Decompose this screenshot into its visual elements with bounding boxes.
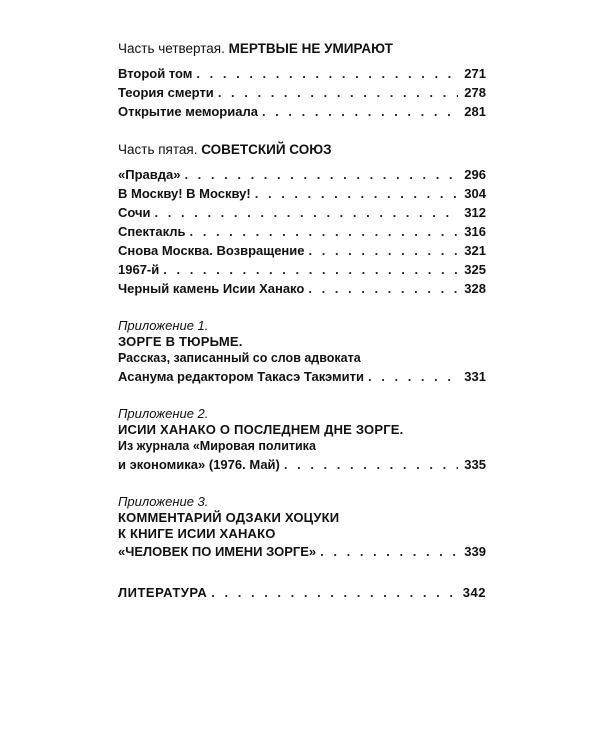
appendix-3: [118, 494, 486, 561]
appendix-label: Приложение 3.: [118, 494, 209, 509]
appendix-desc: Из журнала «Мировая политика: [118, 439, 316, 453]
toc-entry[interactable]: [118, 203, 486, 222]
entry-page: 312: [464, 205, 486, 220]
entry-title: Черный камень Исии Ханако: [118, 281, 305, 296]
dot-leader: [211, 583, 457, 602]
appendix-label: Приложение 2.: [118, 406, 209, 421]
part-heading: [118, 40, 486, 58]
entry-page: 328: [464, 281, 486, 296]
dot-leader: [190, 222, 459, 241]
entry-page: 316: [464, 224, 486, 239]
entry-title: Открытие мемориала: [118, 104, 258, 119]
entry-title: Теория смерти: [118, 85, 214, 100]
toc-entry[interactable]: [118, 184, 486, 203]
entry-page: 304: [464, 186, 486, 201]
entry-title: ЛИТЕРАТУРА: [118, 585, 208, 600]
toc-entry[interactable]: [118, 222, 486, 241]
part-title: СОВЕТСКИЙ СОЮЗ: [201, 142, 332, 157]
part-title: МЕРТВЫЕ НЕ УМИРАЮТ: [228, 41, 393, 56]
toc-entry[interactable]: [118, 165, 486, 184]
section-part-five: [118, 141, 486, 298]
dot-leader: [163, 260, 458, 279]
entry-page: 281: [464, 104, 486, 119]
toc-entry[interactable]: [118, 102, 486, 121]
entry-page: 339: [464, 544, 486, 559]
appendix-label: Приложение 1.: [118, 318, 209, 333]
toc-entry[interactable]: [118, 260, 486, 279]
dot-leader: [218, 83, 458, 102]
entry-page: 296: [464, 167, 486, 182]
entry-title: «ЧЕЛОВЕК ПО ИМЕНИ ЗОРГЕ»: [118, 544, 317, 559]
appendix-title: ЗОРГЕ В ТЮРЬМЕ.: [118, 334, 243, 349]
entry-title: Второй том: [118, 66, 193, 81]
part-heading: [118, 141, 486, 159]
entry-title: В Москву! В Москву!: [118, 186, 251, 201]
part-prefix: Часть четвертая.: [118, 41, 225, 56]
appendix-desc: Рассказ, записанный со слов адвоката: [118, 351, 361, 365]
entry-page: 271: [464, 66, 486, 81]
appendix-title: К КНИГЕ ИСИИ ХАНАКО: [118, 526, 276, 541]
entry-page: 331: [464, 369, 486, 384]
entry-page: 335: [464, 457, 486, 472]
entry-title: Снова Москва. Возвращение: [118, 243, 305, 258]
entry-title: Асанума редактором Такасэ Такэмити: [118, 369, 365, 384]
dot-leader: [262, 102, 458, 121]
dot-leader: [255, 184, 459, 203]
toc-entry[interactable]: [118, 83, 486, 102]
literature-section: [118, 583, 486, 602]
entry-title: 1967-й: [118, 262, 160, 277]
dot-leader: [309, 241, 459, 260]
table-of-contents: [118, 40, 486, 622]
toc-entry[interactable]: [118, 542, 486, 561]
toc-entry[interactable]: [118, 64, 486, 83]
entry-page: 325: [464, 262, 486, 277]
appendix-1: [118, 318, 486, 386]
dot-leader: [308, 279, 458, 298]
entry-title: Спектакль: [118, 224, 186, 239]
appendix-title: КОММЕНТАРИЙ ОДЗАКИ ХОЦУКИ: [118, 510, 340, 525]
section-part-four: [118, 40, 486, 121]
dot-leader: [320, 542, 458, 561]
dot-leader: [368, 367, 458, 386]
toc-entry[interactable]: [118, 367, 486, 386]
entry-page: 342: [462, 585, 486, 600]
toc-entry[interactable]: [118, 279, 486, 298]
dot-leader: [196, 64, 458, 83]
toc-entry[interactable]: [118, 455, 486, 474]
entry-title: Сочи: [118, 205, 151, 220]
entry-page: 321: [464, 243, 486, 258]
dot-leader: [184, 165, 458, 184]
toc-entry[interactable]: [118, 241, 486, 260]
entry-title: «Правда»: [118, 167, 181, 182]
entry-page: 278: [464, 85, 486, 100]
entry-title: и экономика» (1976. Май): [118, 457, 280, 472]
appendix-title: ИСИИ ХАНАКО О ПОСЛЕДНЕМ ДНЕ ЗОРГЕ.: [118, 422, 404, 437]
dot-leader: [284, 455, 458, 474]
dot-leader: [155, 203, 459, 222]
part-prefix: Часть пятая.: [118, 142, 198, 157]
toc-entry[interactable]: [118, 583, 486, 602]
appendix-2: [118, 406, 486, 474]
